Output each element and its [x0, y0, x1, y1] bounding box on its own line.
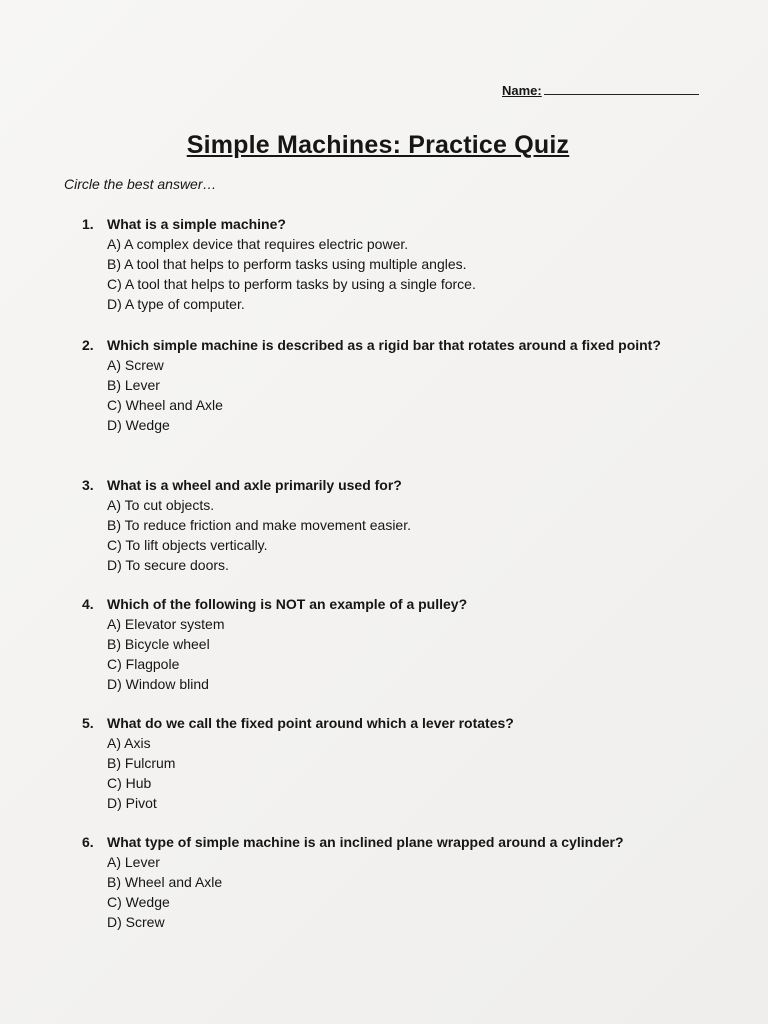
- answer-option-d[interactable]: D) Screw: [107, 914, 165, 930]
- answer-option-a[interactable]: A) Axis: [107, 735, 151, 751]
- question-5: [82, 713, 682, 813]
- answer-option-c[interactable]: C) A tool that helps to perform tasks by using a single force.: [107, 276, 476, 292]
- question-1: [82, 214, 682, 314]
- answer-option-a[interactable]: A) Lever: [107, 854, 160, 870]
- answer-option-d[interactable]: D) A type of computer.: [107, 296, 245, 312]
- answer-option-c[interactable]: C) To lift objects vertically.: [107, 537, 268, 553]
- answer-option-c[interactable]: C) Wheel and Axle: [107, 397, 223, 413]
- answer-option-c[interactable]: C) Flagpole: [107, 656, 180, 672]
- answer-option-b[interactable]: B) Bicycle wheel: [107, 636, 210, 652]
- question-text: What is a simple machine?: [107, 216, 286, 232]
- question-number: 1.: [82, 216, 94, 232]
- question-3: [82, 475, 682, 575]
- answer-option-c[interactable]: C) Wedge: [107, 894, 170, 910]
- answer-option-b[interactable]: B) Lever: [107, 377, 160, 393]
- question-4: [82, 594, 682, 694]
- answer-option-a[interactable]: A) Elevator system: [107, 616, 225, 632]
- answer-option-d[interactable]: D) To secure doors.: [107, 557, 229, 573]
- question-text: What do we call the fixed point around which a lever rotates?: [107, 715, 514, 731]
- question-number: 3.: [82, 477, 94, 493]
- question-number: 5.: [82, 715, 94, 731]
- answer-option-b[interactable]: B) To reduce friction and make movement easier.: [107, 517, 412, 533]
- name-label: Name:: [502, 83, 542, 98]
- answer-option-b[interactable]: B) Wheel and Axle: [107, 874, 223, 890]
- answer-option-c[interactable]: C) Hub: [107, 775, 152, 791]
- question-text: What type of simple machine is an inclined plane wrapped around a cylinder?: [107, 834, 624, 850]
- question-text: Which simple machine is described as a rigid bar that rotates around a fixed point?: [107, 337, 661, 353]
- answer-option-b[interactable]: B) A tool that helps to perform tasks using multiple angles.: [107, 256, 467, 272]
- question-text: What is a wheel and axle primarily used for?: [107, 477, 402, 493]
- question-2: [82, 335, 682, 435]
- answer-option-b[interactable]: B) Fulcrum: [107, 755, 176, 771]
- question-text: Which of the following is NOT an example of a pulley?: [107, 596, 468, 612]
- name-blank-line: [544, 82, 699, 95]
- answer-option-d[interactable]: D) Wedge: [107, 417, 170, 433]
- answer-option-a[interactable]: A) To cut objects.: [107, 497, 215, 513]
- instructions: Circle the best answer…: [64, 176, 217, 192]
- question-number: 2.: [82, 337, 94, 353]
- page-title: Simple Machines: Practice Quiz: [186, 131, 570, 159]
- question-number: 4.: [82, 596, 94, 612]
- answer-option-d[interactable]: D) Window blind: [107, 676, 209, 692]
- answer-option-a[interactable]: A) A complex device that requires electric power.: [107, 236, 409, 252]
- question-6: [82, 832, 682, 932]
- answer-option-a[interactable]: A) Screw: [107, 357, 164, 373]
- name-row: [502, 82, 699, 98]
- answer-option-d[interactable]: D) Pivot: [107, 795, 157, 811]
- question-number: 6.: [82, 834, 94, 850]
